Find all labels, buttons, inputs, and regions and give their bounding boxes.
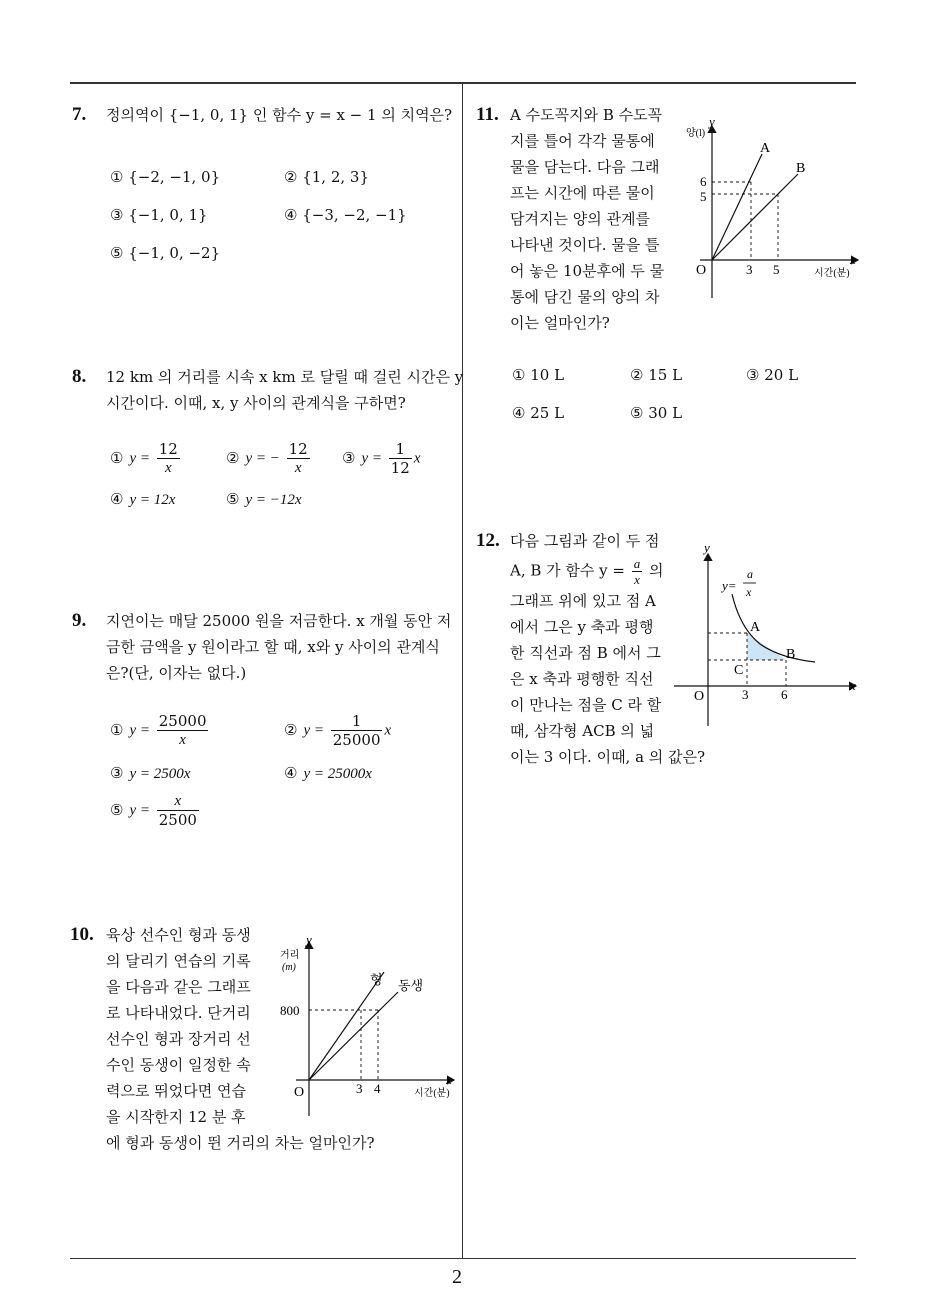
y-variable: y (306, 932, 312, 947)
question-11 (476, 102, 676, 342)
option-1: ① y = $\frac{25000}{x}$ (110, 712, 207, 748)
series-label-younger-brother: 동생 (398, 978, 424, 993)
x-tick-3: 3 (356, 1081, 363, 1096)
x-axis-title: 시간(분) (814, 268, 850, 279)
option-2: ② y = − $\frac{12}{x}$ (226, 440, 308, 476)
point-label-A: A (750, 620, 761, 635)
question-text-line-3: 물을 담는다. 다음 그래 (510, 158, 660, 176)
x-tick-4: 4 (374, 1081, 381, 1096)
question-number: 12. (476, 530, 500, 551)
curve-label-denominator: x (746, 585, 752, 599)
origin-label: O (694, 689, 705, 704)
x-variable: x (850, 678, 856, 693)
question-text-line-1: 12 km 의 거리를 시속 x km 로 달릴 때 걸린 시간은 y (106, 368, 464, 386)
question-text-line-1: A 수도꼭지와 B 수도꼭 (510, 106, 663, 124)
y-axis-title: 거리 (280, 950, 300, 961)
option-5: ⑤ y = $\frac{x}{2500}$ (110, 793, 197, 829)
point-label-C: C (734, 663, 744, 678)
question-text-line-8: 을 시작한지 12 분 후 (106, 1108, 246, 1126)
question-text-line-9: 이는 얼마인가? (510, 314, 610, 332)
curve-label-prefix: y= (722, 578, 737, 593)
question-text-line-5: 담겨지는 양의 관계를 (510, 210, 650, 228)
question-text-line-6: 수인 동생이 일정한 속 (106, 1056, 251, 1074)
question-text-line-9: 에 형과 동생이 뛴 거리의 차는 얼마인가? (106, 1134, 375, 1152)
question-text-line-2: 지를 틀어 각각 물통에 (510, 132, 655, 150)
question-text-line-7: 이 만나는 점을 C 라 할 (510, 696, 662, 714)
origin-label: O (696, 263, 707, 278)
series-line-younger-brother (309, 992, 398, 1080)
page-number: 2 (452, 1266, 462, 1288)
question-text-line-2: A, B 가 함수 y = $\frac{a}{x}$ 의 (510, 556, 664, 587)
question-number: 7. (72, 104, 87, 125)
question-text-line-1: 다음 그림과 같이 두 점 (510, 532, 660, 550)
series-line-A (712, 154, 762, 260)
question-text-line-9: 이는 3 이다. 이때, a 의 값은? (510, 748, 706, 766)
option-1: ① y = $\frac{12}{x}$ (110, 440, 178, 476)
bottom-rule (70, 1258, 856, 1259)
q11-water-time-graph (682, 112, 862, 302)
option-3: ③ {−1, 0, 1} (110, 206, 208, 224)
y-variable: y (709, 114, 715, 129)
question-text-line-5: 한 직선과 점 B 에서 그 (510, 644, 661, 662)
question-text: 정의역이 {−1, 0, 1} 인 함수 y = x − 1 의 치역은? (106, 106, 453, 124)
point-label-B: B (786, 647, 796, 662)
question-7 (72, 102, 457, 272)
question-text-line-2: 시간이다. 이때, x, y 사이의 관계식을 구하면? (106, 394, 406, 412)
question-9 (72, 608, 457, 838)
question-text-line-1: 지연이는 매달 25000 원을 저금한다. x 개월 동안 저 (106, 612, 452, 630)
series-line-older-brother (309, 972, 384, 1080)
question-number: 10. (70, 924, 94, 945)
option-4: ④ {−3, −2, −1} (284, 206, 407, 224)
option-1: ① 10 L (512, 366, 565, 384)
question-text-line-4: 프는 시간에 따른 물이 (510, 184, 655, 202)
x-variable: x (446, 1072, 452, 1087)
option-1: ① {−2, −1, 0} (110, 168, 221, 186)
curve-label-numerator: a (747, 567, 753, 581)
q12-inverse-function-graph (670, 540, 862, 730)
option-4: ④ y = 12x (110, 490, 176, 508)
option-4: ④ 25 L (512, 404, 565, 422)
q10-distance-time-graph (276, 930, 460, 1120)
question-text-line-7: 어 놓은 10분후에 두 물 (510, 262, 665, 280)
question-text-line-8: 통에 담긴 물의 양의 차 (510, 288, 660, 306)
series-line-B (712, 174, 798, 260)
inverse-curve (732, 594, 815, 662)
x-variable: x (850, 252, 856, 267)
question-text-line-7: 력으로 뛰었다면 연습 (106, 1082, 246, 1100)
option-5: ⑤ y = −12x (226, 490, 302, 508)
series-label-B: B (796, 161, 806, 176)
question-text-line-5: 선수인 형과 장거리 선 (106, 1030, 251, 1048)
top-rule (70, 82, 856, 84)
question-text-line-8: 때, 삼각형 ACB 의 넓 (510, 722, 655, 740)
option-3: ③ y = 2500x (110, 764, 191, 782)
option-5: ⑤ 30 L (630, 404, 683, 422)
x-axis-title: 시간(분) (414, 1088, 450, 1099)
question-text-line-1: 육상 선수인 형과 동생 (106, 926, 251, 944)
column-divider (462, 84, 463, 1258)
y-axis-unit: (m) (282, 962, 296, 973)
question-text-line-2: 금한 금액을 y 원이라고 할 때, x와 y 사이의 관계식 (106, 638, 440, 656)
question-number: 11. (476, 104, 499, 125)
y-tick-800: 800 (280, 1003, 300, 1018)
question-number: 8. (72, 366, 87, 387)
question-text-line-3: 그래프 위에 있고 점 A (510, 592, 656, 610)
question-text-line-3: 은?(단, 이자는 없다.) (106, 664, 247, 682)
x-tick-5: 5 (773, 262, 780, 277)
option-3: ③ y = $\frac{1}{12}$ x (342, 440, 421, 477)
y-variable: y (704, 540, 710, 555)
option-3: ③ 20 L (746, 366, 799, 384)
x-tick-3: 3 (746, 262, 753, 277)
y-tick-5: 5 (700, 189, 707, 204)
origin-label: O (294, 1085, 305, 1100)
series-label-older-brother: 형 (370, 972, 383, 987)
option-4: ④ y = 25000x (284, 764, 372, 782)
question-number: 9. (72, 610, 87, 631)
q11-options (512, 366, 852, 436)
option-2: ② 15 L (630, 366, 683, 384)
y-axis-title: 양(l) (686, 128, 706, 139)
question-text-line-3: 을 다음과 같은 그래프 (106, 978, 251, 996)
option-5: ⑤ {−1, 0, −2} (110, 244, 221, 262)
question-8 (72, 364, 464, 514)
x-tick-3: 3 (742, 687, 749, 702)
option-2: ② y = $\frac{1}{25000}$ x (284, 712, 392, 749)
question-text-line-4: 로 나타내었다. 단거리 (106, 1004, 251, 1022)
question-text-line-2: 의 달리기 연습의 기록 (106, 952, 251, 970)
option-2: ② {1, 2, 3} (284, 168, 370, 186)
x-tick-6: 6 (781, 687, 788, 702)
series-label-A: A (760, 141, 771, 156)
y-tick-6: 6 (700, 174, 707, 189)
question-text-line-6: 나타낸 것이다. 물을 틀 (510, 236, 660, 254)
question-text-line-6: 은 x 축과 평행한 직선 (510, 670, 654, 688)
question-text-line-4: 에서 그은 y 축과 평행 (510, 618, 654, 636)
